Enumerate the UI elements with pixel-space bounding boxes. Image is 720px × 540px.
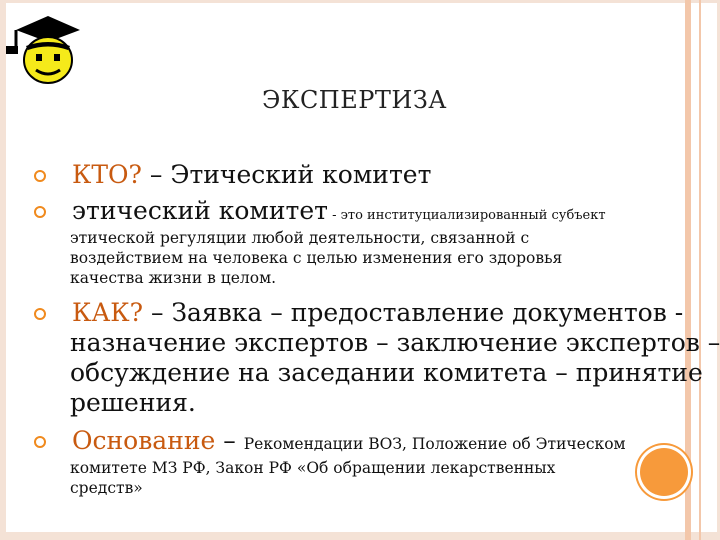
how-line: – Заявка – предоставление документов - (143, 298, 684, 327)
bullet-icon (34, 206, 46, 218)
basis-line: комитете МЗ РФ, Закон РФ «Об обращении лекарственных (70, 459, 556, 477)
definition-body (70, 228, 562, 288)
basis-dash: – (215, 426, 244, 455)
slide-title: ЭКСПЕРТИЗА (262, 86, 447, 114)
definition-line: этической регуляции любой деятельности, связанной с (70, 229, 530, 247)
basis-line: средств» (70, 479, 143, 497)
basis-body (70, 458, 555, 498)
decorative-circle (640, 448, 688, 496)
bullet-icon (34, 308, 46, 320)
how-body (70, 328, 720, 418)
frame-right-band (685, 0, 691, 540)
bullet-icon (34, 436, 46, 448)
frame-right-line (699, 0, 701, 540)
definition-lead: этический комитет (72, 196, 328, 225)
how-line: обсуждение на заседании комитета – принятие (70, 358, 703, 387)
basis-text: Рекомендации ВОЗ, Положение об Этическом (243, 435, 626, 453)
who-text: – Этический комитет (141, 160, 432, 189)
basis-label: Основание (72, 426, 216, 455)
definition-tail: - это институциализированный субъект (327, 208, 606, 223)
how-line: назначение экспертов – заключение экспертов – (70, 328, 720, 357)
how-label: КАК? (72, 298, 144, 327)
who-label: КТО? (72, 160, 142, 189)
how-line: решения. (70, 388, 196, 417)
graduate-smiley-icon (2, 10, 82, 86)
definition-line: воздействием на человека с целью изменения его здоровья (70, 249, 563, 267)
bullet-icon (34, 170, 46, 182)
frame-bottom-edge (0, 532, 720, 540)
definition-line: качества жизни в целом. (70, 269, 277, 287)
